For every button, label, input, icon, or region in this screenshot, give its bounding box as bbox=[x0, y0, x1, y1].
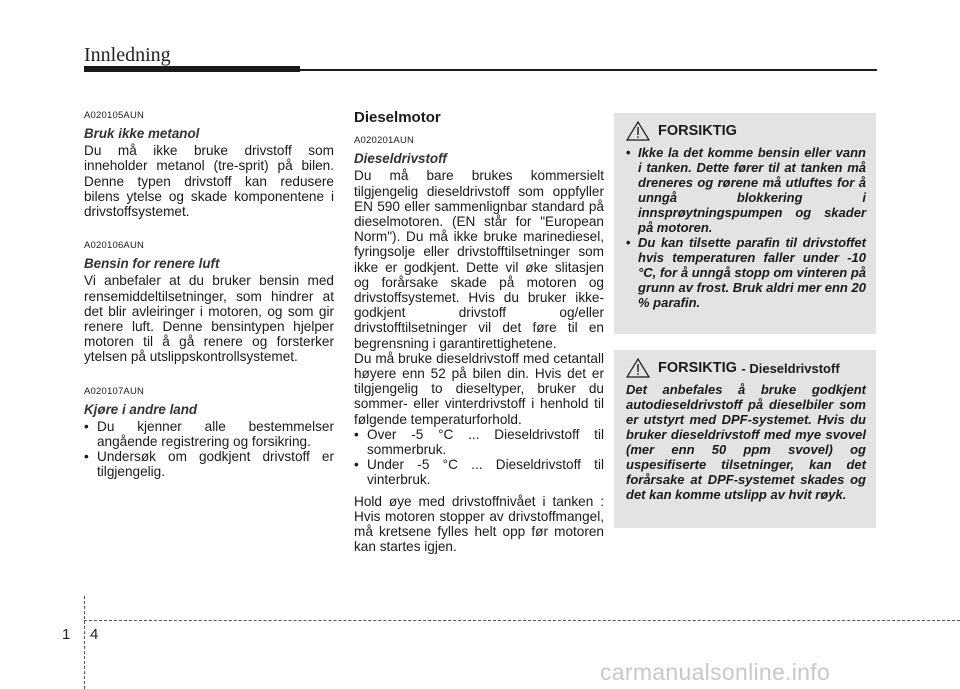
watermark: carmanualsonline.info bbox=[600, 659, 831, 685]
middle-column bbox=[354, 110, 604, 554]
section-heading: Bruk ikke metanol bbox=[84, 126, 200, 141]
chapter-number: 1 bbox=[62, 626, 71, 643]
caution-title: FORSIKTIG bbox=[658, 123, 737, 139]
page-number: 4 bbox=[90, 626, 99, 643]
section-title: Dieselmotor bbox=[354, 109, 441, 126]
warning-triangle-icon bbox=[626, 358, 650, 378]
list-item: • Under -5 °C ... Dieseldrivstoff til vinterbruk. bbox=[354, 457, 604, 487]
caution-text: Det anbefales å bruke godkjent autodieseldrivstoff på dieselbiler som er utstyrt med DPF-systemet. Hvis du bruker dieseldrivstoff med mye svovel (mer enn 50 ppm svovel) og uspesifiserte tilsetninger, kan det forårsake at DPF-systemet skades og det kan komme utslipp av hvit røyk. bbox=[626, 382, 866, 502]
section-heading: Kjøre i andre land bbox=[84, 401, 198, 417]
list-item: • Du kjenner alle bestemmelser angående registrering og forsikring. bbox=[84, 419, 334, 449]
list-item: • Undersøk om godkjent drivstoff er tilgjengelig. bbox=[84, 449, 334, 479]
section-heading: Bensin for renere luft bbox=[84, 256, 220, 272]
caution-header bbox=[626, 358, 866, 378]
list-item: • Ikke la det komme bensin eller vann i tanken. Dette fører til at tanken må dreneres og rørene må utluftes for å unngå blokkering i innsprøytningspumpen og skader på motoren. bbox=[626, 145, 866, 235]
section-text: Du må bruke dieseldrivstoff med cetantall høyere enn 52 på bilen din. Hvis det er tilgjengelig to dieseltyper, bruker du sommer- eller vinterdrivstoff i henhold til følgende temperaturforhold. bbox=[354, 350, 604, 427]
section-code: A020106AUN bbox=[84, 240, 145, 252]
header-rule-thin bbox=[300, 69, 877, 71]
section-text: Vi anbefaler at du bruker bensin med rensemiddeltilsetninger, som hindrer at det blir avleiringer i motoren, og som gir renere luft. Denne bensintypen hjelper motoren til å gå renere og forsterker ytelsen på utslippskontrollsystemet. bbox=[84, 273, 334, 365]
caution-subtitle: - Dieseldrivstoff bbox=[741, 360, 840, 376]
page-header-title: Innledning bbox=[84, 44, 171, 66]
caution-list bbox=[626, 145, 866, 310]
bullet-list bbox=[354, 427, 604, 488]
header-rule-thick bbox=[84, 66, 300, 72]
section-text: Hold øye med drivstoffnivået i tanken : Hvis motoren stopper av drivstoffmangel, må kretsene fylles helt opp før motoren kan startes igjen. bbox=[354, 493, 604, 555]
warning-triangle-icon bbox=[626, 121, 650, 141]
section-heading: Dieseldrivstoff bbox=[354, 151, 447, 167]
section-text: Du må bare brukes kommersielt tilgjengelig dieseldrivstoff som oppfyller EN 590 eller sammenlignbar standard på dieselmotoren. (EN står for "European Norm"). Du må ikke bruke marinediesel, fyringsolje eller drivstofftilsetninger som ikke er godkjent. Dette vil øke slitasjen og forårsake skade på motoren og drivstoffsystemet. Hvis du bruker ikke-godkjent drivstoff og/eller drivstofftilsetninger vil det føre til en begrensning i garantirettighetene. bbox=[354, 168, 604, 351]
section-code: A020201AUN bbox=[354, 135, 415, 147]
footer-divider-vertical bbox=[84, 596, 85, 689]
bullet-list bbox=[84, 419, 334, 480]
footer-divider-horizontal bbox=[84, 620, 960, 621]
caution-title: FORSIKTIG bbox=[658, 360, 737, 376]
section-text: Du må ikke bruke drivstoff som inneholder metanol (tre-sprit) på bilen. Denne typen drivstoff kan redusere bilens ytelse og skade komponentene i drivstoffsystemet. bbox=[84, 143, 334, 220]
caution-box bbox=[614, 113, 876, 334]
section-code: A020107AUN bbox=[84, 385, 145, 397]
section-code: A020105AUN bbox=[84, 110, 145, 121]
list-item: • Over -5 °C ... Dieseldrivstoff til sommerbruk. bbox=[354, 427, 604, 457]
caution-header bbox=[626, 121, 866, 141]
caution-box bbox=[614, 350, 876, 528]
list-item: • Du kan tilsette parafin til drivstoffet hvis temperaturen faller under -10 °C, for å unngå stopp om vinteren på grunn av frost. Bruk aldri mer enn 20 % parafin. bbox=[626, 235, 866, 310]
left-column bbox=[84, 110, 334, 480]
